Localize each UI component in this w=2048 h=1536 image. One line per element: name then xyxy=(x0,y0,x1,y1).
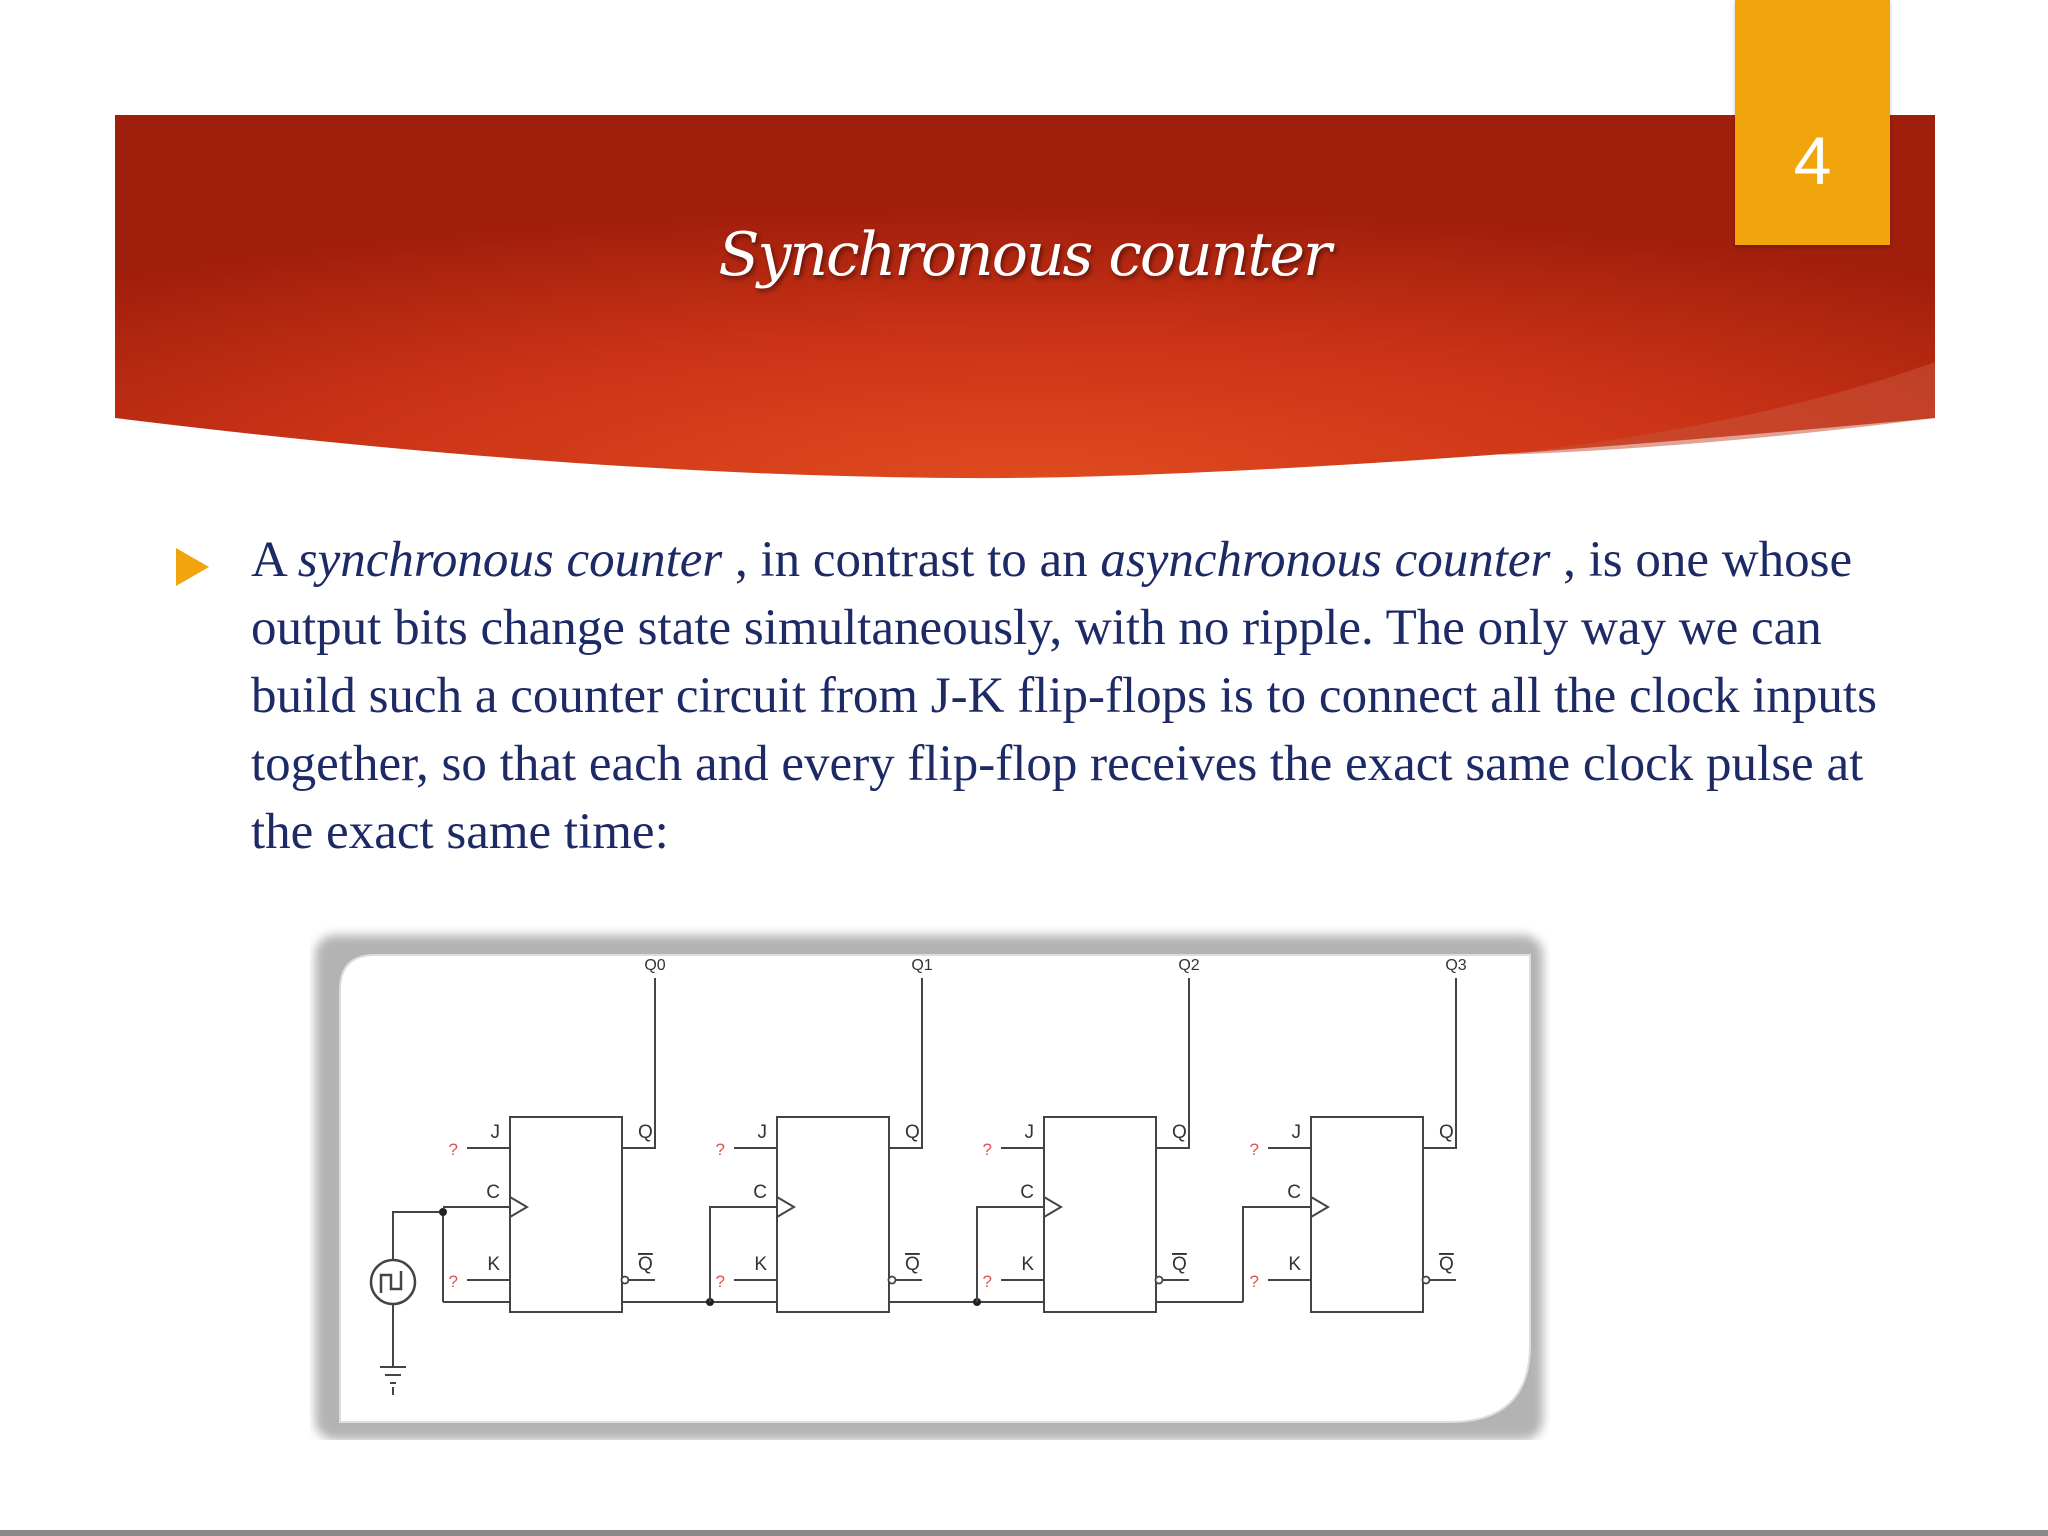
clock-source xyxy=(371,1260,415,1304)
pin-label-q: Q xyxy=(905,1122,920,1143)
term-asynchronous-counter: asynchronous counter xyxy=(1100,532,1551,588)
pin-label-qbar: Q xyxy=(1172,1254,1187,1275)
pin-label-c: C xyxy=(1287,1182,1301,1203)
pin-label-k: K xyxy=(1021,1254,1034,1275)
pin-label-j: J xyxy=(757,1122,767,1143)
pin-label-qbar: Q xyxy=(1439,1254,1454,1275)
pin-label-k: K xyxy=(754,1254,767,1275)
unknown-j-input: ? xyxy=(715,1140,725,1159)
output-label: Q0 xyxy=(644,957,666,974)
pin-label-q: Q xyxy=(1172,1122,1187,1143)
bottom-divider xyxy=(0,1530,2048,1536)
clock-junction xyxy=(439,1208,447,1216)
slide-title: Synchronous counter xyxy=(718,220,1330,290)
flip-flop-body xyxy=(1311,1117,1423,1312)
flip-flop-body xyxy=(1044,1117,1156,1312)
unknown-k-input: ? xyxy=(1249,1272,1259,1291)
output-label: Q2 xyxy=(1178,957,1200,974)
pin-label-c: C xyxy=(753,1182,767,1203)
unknown-j-input: ? xyxy=(982,1140,992,1159)
output-label: Q1 xyxy=(911,957,933,974)
unknown-k-input: ? xyxy=(982,1272,992,1291)
body-text-3: , in contrast to an xyxy=(722,532,1101,588)
unknown-j-input: ? xyxy=(448,1140,458,1159)
pin-label-qbar: Q xyxy=(905,1254,920,1275)
pin-label-j: J xyxy=(1291,1122,1301,1143)
pin-label-k: K xyxy=(487,1254,500,1275)
unknown-k-input: ? xyxy=(448,1272,458,1291)
pin-label-c: C xyxy=(1020,1182,1034,1203)
flip-flop-body xyxy=(777,1117,889,1312)
qbar-bubble xyxy=(1156,1277,1163,1284)
pin-label-q: Q xyxy=(638,1122,653,1143)
qbar-bubble xyxy=(1423,1277,1430,1284)
unknown-j-input: ? xyxy=(1249,1140,1259,1159)
bullet-arrow-icon xyxy=(176,548,209,586)
circuit-diagram xyxy=(310,925,1550,1440)
pin-label-j: J xyxy=(490,1122,500,1143)
term-synchronous-counter: synchronous counter xyxy=(297,532,723,588)
pin-label-k: K xyxy=(1288,1254,1301,1275)
page-number: 4 xyxy=(1793,123,1832,199)
qbar-bubble xyxy=(622,1277,629,1284)
pin-label-q: Q xyxy=(1439,1122,1454,1143)
pin-label-qbar: Q xyxy=(638,1254,653,1275)
output-label: Q3 xyxy=(1445,957,1467,974)
qbar-bubble xyxy=(889,1277,896,1284)
pin-label-c: C xyxy=(486,1182,500,1203)
unknown-k-input: ? xyxy=(715,1272,725,1291)
body-text-5: , is one whose output bits change state simultaneously, with no ripple. The only way we can build such a counter circuit from J-K flip-flops is to connect all the clock inputs together, so that each and every flip-flop receives the exact same clock pulse at the exact same time: xyxy=(251,532,1877,860)
pin-label-j: J xyxy=(1024,1122,1034,1143)
flip-flop-body xyxy=(510,1117,622,1312)
body-text-1: A xyxy=(251,532,298,588)
body-paragraph xyxy=(251,526,1891,866)
page-number-badge xyxy=(1735,0,1890,245)
